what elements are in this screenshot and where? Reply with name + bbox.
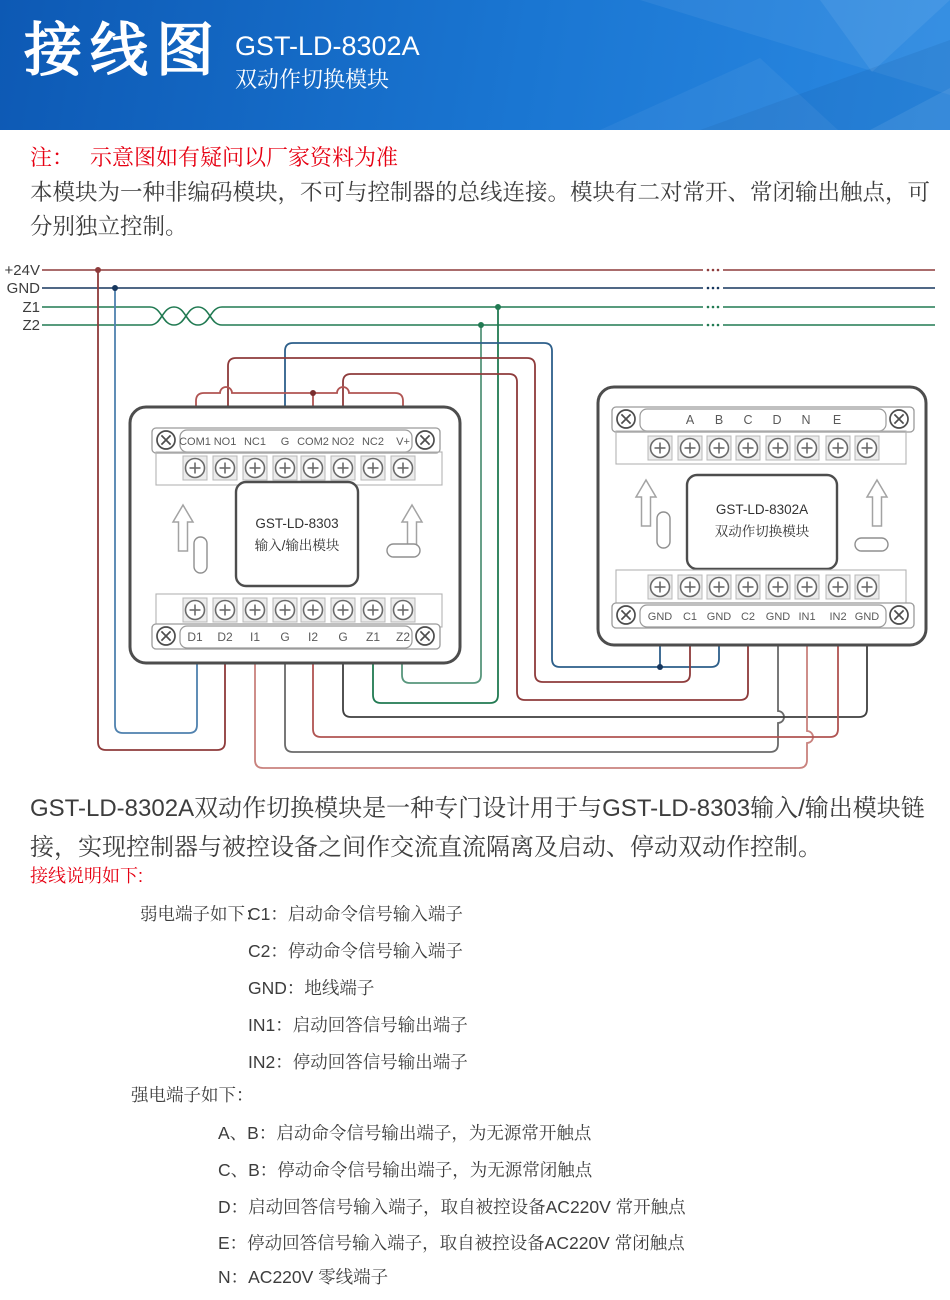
terminal-screw-icon bbox=[361, 598, 385, 622]
terminal-screw-icon bbox=[273, 456, 297, 480]
terminal-label: COM1 bbox=[179, 436, 211, 448]
terminal-label: V+ bbox=[396, 436, 410, 448]
twisted-pair-strand bbox=[150, 307, 222, 325]
terminal-label: D2 bbox=[217, 630, 233, 644]
terminal-label: NO1 bbox=[213, 436, 237, 448]
model-subtitle: 双动作切换模块 bbox=[235, 66, 390, 92]
terminal-screw-icon bbox=[707, 436, 731, 460]
terminal-screw-icon bbox=[331, 598, 355, 622]
model-number: GST-LD-8302A bbox=[235, 31, 420, 61]
terminal-label: E bbox=[832, 413, 842, 427]
terminal-label: IN2 bbox=[829, 611, 847, 623]
terminal-label: Z1 bbox=[365, 630, 381, 644]
terminal-label: G bbox=[280, 436, 290, 448]
terminal-screw-icon bbox=[795, 436, 819, 460]
right-module-type: 双动作切换模块 bbox=[714, 524, 810, 539]
right-module-name: GST-LD-8302A bbox=[715, 502, 809, 517]
bus-label-24v: +24V bbox=[4, 262, 40, 279]
mounting-screw-icon bbox=[416, 627, 434, 645]
list-item: C2：停动命令信号输入端子 bbox=[248, 941, 463, 961]
terminal-screw-icon bbox=[213, 456, 237, 480]
list-item: C1：启动命令信号输入端子 bbox=[248, 904, 463, 924]
terminal-label: GND bbox=[706, 611, 732, 623]
mounting-screw-icon bbox=[890, 410, 908, 428]
terminal-label: C2 bbox=[740, 611, 756, 623]
terminal-screw-icon bbox=[331, 456, 355, 480]
page-header bbox=[0, 0, 950, 130]
bus-label-z2: Z2 bbox=[22, 317, 40, 334]
terminal-screw-icon bbox=[361, 456, 385, 480]
strong-group-label: 强电端子如下： bbox=[131, 1085, 254, 1105]
terminal-screw-icon bbox=[736, 436, 760, 460]
terminal-screw-icon bbox=[301, 598, 325, 622]
terminal-screw-icon bbox=[826, 575, 850, 599]
terminal-label: N bbox=[801, 413, 811, 427]
terminal-label: GND bbox=[765, 611, 791, 623]
list-item: D：启动回答信号输入端子，取自被控设备AC220V 常开触点 bbox=[218, 1197, 686, 1217]
terminal-label: D bbox=[772, 413, 782, 427]
terminal-label: A bbox=[685, 413, 695, 427]
terminal-screw-icon bbox=[855, 436, 879, 460]
mounting-screw-icon bbox=[617, 410, 635, 428]
terminal-label: NC1 bbox=[243, 436, 267, 448]
weak-group-label: 弱电端子如下： bbox=[140, 904, 263, 924]
terminal-screw-icon bbox=[391, 456, 415, 480]
wire-com1-com2-vplus-jumper bbox=[196, 387, 403, 408]
terminal-label: Z2 bbox=[395, 630, 411, 644]
list-item: IN1：启动回答信号输出端子 bbox=[248, 1015, 468, 1035]
note-warning: 示意图如有疑问以厂家资料为准 bbox=[90, 145, 399, 170]
list-item: IN2：停动回答信号输出端子 bbox=[248, 1052, 468, 1072]
right-module bbox=[598, 387, 926, 645]
terminal-screw-icon bbox=[648, 575, 672, 599]
wiring-diagram bbox=[0, 250, 950, 785]
terminal-screw-icon bbox=[766, 575, 790, 599]
terminal-label: B bbox=[714, 413, 724, 427]
terminal-screw-icon bbox=[855, 575, 879, 599]
mounting-screw-icon bbox=[617, 606, 635, 624]
bus-lines bbox=[42, 269, 935, 327]
terminal-screw-icon bbox=[301, 456, 325, 480]
terminal-screw-icon bbox=[273, 598, 297, 622]
note-line bbox=[30, 141, 398, 172]
terminal-label: I2 bbox=[307, 630, 319, 644]
terminal-screw-icon bbox=[707, 575, 731, 599]
led-indicator bbox=[855, 538, 888, 551]
led-indicator bbox=[387, 544, 420, 557]
bus-label-gnd: GND bbox=[6, 280, 40, 297]
terminal-screw-icon bbox=[243, 598, 267, 622]
terminal-screw-icon bbox=[795, 575, 819, 599]
list-item: E：停动回答信号输入端子，取自被控设备AC220V 常闭触点 bbox=[218, 1233, 685, 1253]
mounting-screw-icon bbox=[416, 431, 434, 449]
terminal-screw-icon bbox=[826, 436, 850, 460]
led-indicator bbox=[657, 512, 670, 548]
module-description: GST-LD-8302A双动作切换模块是一种专门设计用于与GST-LD-8303输入/输出模块链接，实现控制器与被控设备之间作交流直流隔离及启动、停动双动作控制。 bbox=[30, 795, 925, 861]
terminal-label: G bbox=[280, 630, 290, 644]
terminal-label: GND bbox=[854, 611, 880, 623]
instructions-heading: 接线说明如下: bbox=[30, 866, 144, 886]
mounting-screw-icon bbox=[157, 627, 175, 645]
left-module-type: 输入/输出模块 bbox=[254, 538, 340, 553]
terminal-screw-icon bbox=[678, 575, 702, 599]
terminal-screw-icon bbox=[678, 436, 702, 460]
terminal-screw-icon bbox=[391, 598, 415, 622]
bus-labels bbox=[5, 262, 41, 334]
terminal-label: NO2 bbox=[331, 436, 355, 448]
note-label: 注： bbox=[30, 145, 75, 170]
terminal-screw-icon bbox=[736, 575, 760, 599]
mounting-screw-icon bbox=[890, 606, 908, 624]
led-indicator bbox=[194, 537, 207, 573]
bus-continuation-dots bbox=[707, 269, 720, 327]
list-item: C、B：停动命令信号输出端子，为无源常闭触点 bbox=[218, 1160, 593, 1180]
terminal-screw-icon bbox=[766, 436, 790, 460]
left-module-name: GST-LD-8303 bbox=[255, 516, 339, 531]
bus-label-z1: Z1 bbox=[22, 299, 40, 316]
terminal-screw-icon bbox=[243, 456, 267, 480]
terminal-label: D1 bbox=[187, 630, 203, 644]
list-item: N：AC220V 零线端子 bbox=[218, 1267, 389, 1287]
terminal-label: GND bbox=[647, 611, 673, 623]
list-item: A、B：启动命令信号输出端子，为无源常开触点 bbox=[218, 1123, 592, 1143]
terminal-label: G bbox=[338, 630, 348, 644]
terminal-label: COM2 bbox=[297, 436, 329, 448]
terminal-label: I1 bbox=[249, 630, 261, 644]
left-module bbox=[130, 407, 460, 663]
list-item: GND：地线端子 bbox=[248, 978, 375, 998]
note-body: 本模块为一种非编码模块，不可与控制器的总线连接。模块有二对常开、常闭输出触点，可分别独立控制。 bbox=[30, 180, 931, 239]
terminal-screw-icon bbox=[183, 598, 207, 622]
terminal-screw-icon bbox=[648, 436, 672, 460]
terminal-screw-icon bbox=[183, 456, 207, 480]
terminal-screw-icon bbox=[213, 598, 237, 622]
mounting-screw-icon bbox=[157, 431, 175, 449]
terminal-label: IN1 bbox=[798, 611, 816, 623]
page-title: 接线图 bbox=[24, 18, 223, 83]
terminal-label: NC2 bbox=[361, 436, 385, 448]
terminal-label: C1 bbox=[682, 611, 698, 623]
terminal-label: C bbox=[743, 413, 753, 427]
